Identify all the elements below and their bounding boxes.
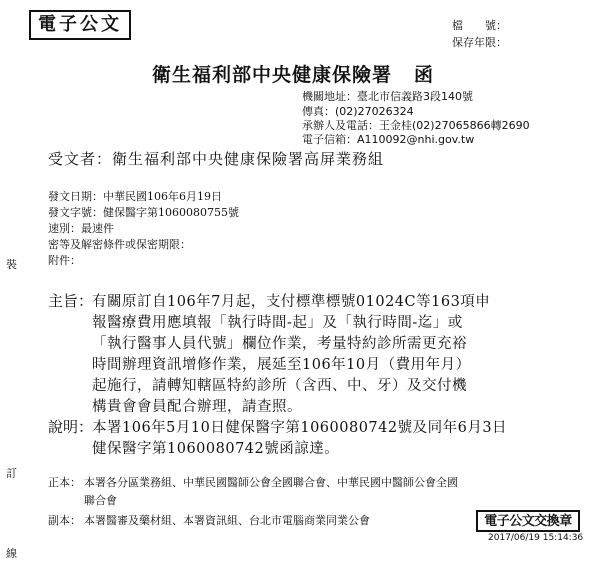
- subject-label: 主旨：: [48, 292, 94, 310]
- original-copy-line: 本署各分區業務組、中華民國醫師公會全國聯合會、中華民國中醫師公會全國: [84, 476, 458, 489]
- document-type: 函: [414, 64, 435, 86]
- binding-mark-3: 線: [6, 547, 17, 560]
- subject-line: 起施行，請轉知轄區特約診所（含西、中、牙）及交付機: [92, 378, 467, 394]
- issue-number: 發文字號：健保醫字第1060080755號: [48, 206, 239, 219]
- explanation-line: 本署106年5月10日健保醫字第1060080742號及同年6月3日: [92, 420, 508, 436]
- duplicate-copy-recipients: 本署醫審及藥材組、本署資訊組、台北市電腦商業同業公會: [84, 514, 370, 527]
- retention-period-label: 保存年限：: [452, 36, 507, 49]
- seal-timestamp: 2017/06/19 15:14:36: [488, 533, 584, 543]
- delivery-speed: 速別：最速件: [48, 222, 114, 235]
- e-document-stamp: 電子公文: [29, 10, 131, 40]
- security-level: 密等及解密條件或保密期限：: [48, 238, 191, 251]
- subject-line: 「執行醫事人員代號」欄位作業，考量特約診所需更充裕: [92, 336, 467, 352]
- explanation-label: 說明：: [48, 418, 94, 436]
- agency-name: 衛生福利部中央健康保險署: [152, 64, 393, 86]
- original-copy-line: 聯合會: [84, 494, 117, 507]
- handler-contact: 承辦人及電話：王金桂(02)27065866轉2690: [302, 119, 530, 132]
- email-address: 電子信箱：A110092@nhi.gov.tw: [302, 133, 475, 146]
- binding-mark-2: 訂: [6, 467, 17, 480]
- agency-address: 機關地址：臺北市信義路3段140號: [302, 90, 473, 103]
- binding-mark-1: 裝: [6, 258, 17, 271]
- subject-line: 時間辦理資訊增修作業，展延至106年10月（費用年月）: [92, 357, 471, 373]
- recipient: [48, 148, 384, 169]
- duplicate-copy-label: 副本：: [48, 514, 81, 527]
- original-copy-label: 正本：: [48, 476, 81, 489]
- document-title: [152, 60, 434, 87]
- issue-date: 發文日期：中華民國106年6月19日: [48, 190, 222, 203]
- recipient-name: 衛生福利部中央健康保險署高屏業務組: [112, 150, 385, 168]
- explanation-line: 健保醫字第1060080742號函諒達。: [92, 441, 340, 457]
- subject-line: 報醫療費用應填報「執行時間-起」及「執行時間-迄」或: [92, 315, 463, 331]
- subject-line: 有關原訂自106年7月起，支付標準標號01024C等163項申: [92, 294, 491, 310]
- recipient-label: 受文者：: [48, 150, 113, 168]
- exchange-seal: 電子公文交換章: [476, 510, 580, 532]
- fax-number: 傳真：(02)27026324: [302, 105, 414, 118]
- file-number-label: 檔 號：: [452, 19, 507, 32]
- attachments: 附件：: [48, 254, 81, 267]
- subject-line: 構貴會會員配合辦理，請查照。: [92, 399, 302, 415]
